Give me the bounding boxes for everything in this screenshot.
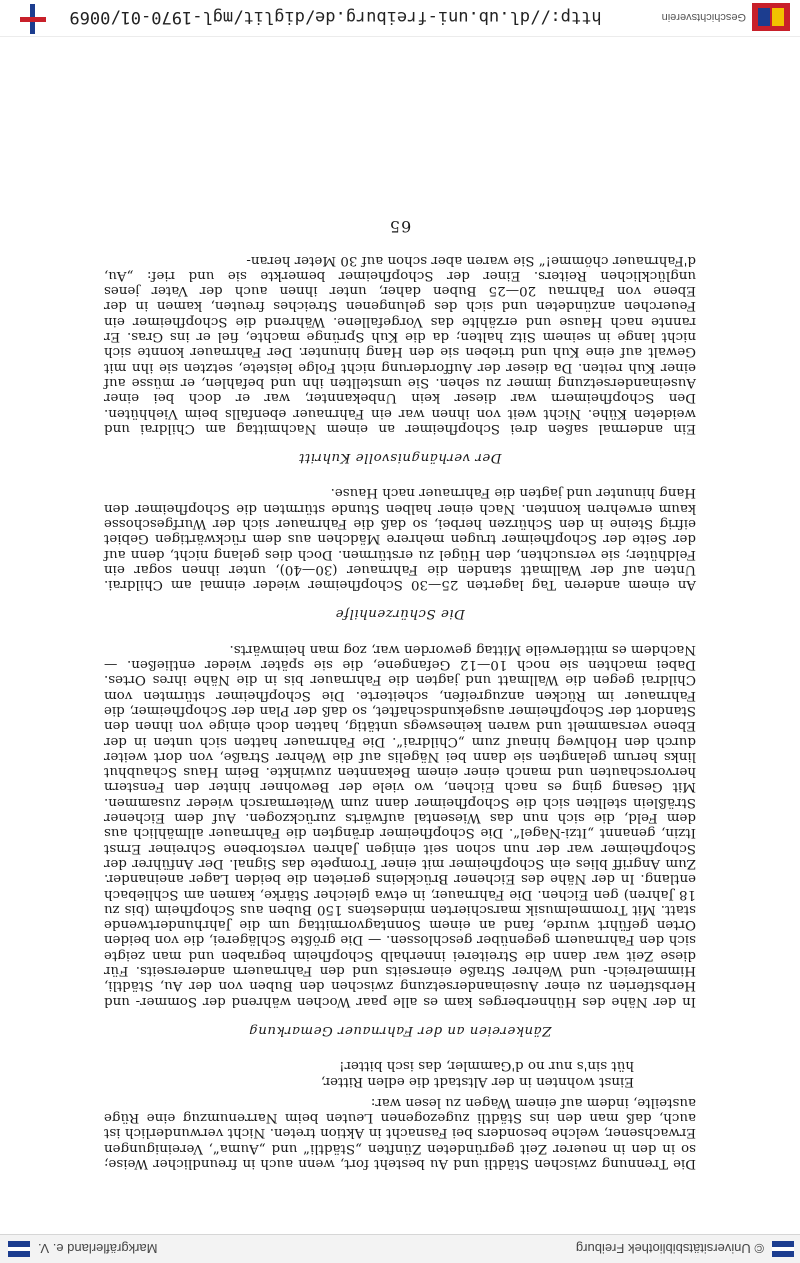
section-heading: Die Schürzenhilfe	[335, 606, 465, 622]
viewer-footer-bar	[0, 1234, 800, 1263]
section-paragraph: An einem anderen Tag lagerten 25—30 Schopfheimer wieder einmal am Childrai. Unten auf der Wallmatt standen die Fahrnauer (30—40), unter ihnen sogar ein Feldhüter; sie versuchten, den Hügel zu erstürmen. Doch dies gelang nicht, denn auf der Seite der Schopfheimer trugen mehrere Mädchen aus dem rückwärtigen Gebiet eifrig Steine in den Schürzen herbei, so daß die Fahrnauer sich der Wurfgeschosse kaum erwehren konnten. Nach einer halben Stunde stürmten die Schopfheimer den Hang hinunter und jagten die Fahrnauer nach Hause.	[104, 485, 696, 593]
footer-left	[576, 1241, 800, 1257]
footer-right	[0, 1241, 157, 1257]
society-logo-icon	[8, 1241, 30, 1257]
section-heading: Der verhängnisvolle Kuhritt	[298, 450, 502, 466]
section-paragraph: Ein andermal saßen drei Schopfheimer an einem Nachmittag am Childrai und weideten Kühe. Nicht weit von ihnen war ein Fahrnauer ebenfalls beim Viehhüten. Den Schopfheimern war dieser kein Unbekannter, war er doch bei einer Auseinandersetzung immer zu sehen. Sie umstellten ihn und befahlen, er müsse auf einer Kuh reiten. Da dieser der Aufforderung nicht Folge leistete, setzten sie ihn mit Gewalt auf eine Kuh und trieben sie den Hang hinunter. Der Fahrnauer konnte sich nicht lange in seinem Sitz halten; da die Kuh Sprünge machte, fiel er ins Gras. Er rannte nach Hause und erzählte das Vorgefallene. Während die Schopfheimer ein Feuerchen anzündeten und sich des gelungenen Streiches freuten, kamen in der Ebene von Fahrnau 20—25 Buben daher, unter ihnen auch der Vater jenes unglücklichen Reiters. Einer der Schopfheimer bemerkte sie und rief: „Au, d'Fahrnauer chömme!“ Sie waren aber schon auf 30 Meter heran-	[104, 252, 696, 436]
section-heading: Zänkereien an der Fahrnauer Gemarkung	[248, 1022, 552, 1038]
page-number: 65	[388, 217, 412, 237]
ub-freiburg-logo-icon	[772, 1241, 794, 1257]
intro-paragraph: Die Trennung zwischen Städtli und Au besteht fort, wenn auch in freundlicher Weise; so in den in neuerer Zeit gegründeten Zünften „Städtli“ und „Auma“, Vereinigungen Erwachsener, welche besonders bei Fasnacht in Aktion treten. Nicht verwunderlich ist auch, daß man den ins Städtli zugezogenen Leuten beim Narrenumzug eine Rüge austeilte, indem auf einem Wagen zu lesen war:	[104, 1094, 696, 1171]
document-url-link[interactable]: http://dl.ub.uni-freiburg.de/diglit/mgl-1970-01/0069	[69, 7, 602, 28]
poem-line: hüt sin's nur no d'Gammler, das isch bitter!	[339, 1058, 634, 1074]
geschichtsverein-logo-icon	[752, 4, 790, 32]
viewer-header-bar	[0, 0, 800, 37]
copyright-text: © Universitätsbibliothek Freiburg	[575, 1241, 764, 1257]
logo-text: Geschichtsverein	[661, 11, 746, 24]
section-paragraph: In der Nähe des Hühnerberges kam es alle paar Wochen während der Sommer- und Herbstferien zu einer Auseinandersetzung zwischen den Buben von der Au, Städtli, Himmelreich- und Wehrer Straße einerseits und den Fahrnauern andererseits. Für diese Zeit war dann die Streiterei innerhalb Schopfheim begraben und man zeigte sich den Fahrnauern gegenüber geschlossen. — Die größte Schlägerei, die von beiden Orten geführt wurde, fand an einem Sonntagvormittag um die Jahrhundertwende statt. Mit Trommelmusik marschierten mindestens 150 Buben aus Schopfheim (bis zu 18 Jahren) gen Eichen. Die Fahrnauer, in etwa gleicher Stärke, kamen am Schliebach entlang. In der Nähe des Eichener Brückleins gerieten die beiden Lager aneinander. Zum Angriff blies ein Schopfheimer mit einer Trompete das Signal. Der Anführer der Schopfheimer war der nun schon seit einigen Jahren verstorbene Schreiner Ernst Itzin, genannt „Itzi-Nagel“. Die Schopfheimer drängten die Fahrnauer allmählich aus dem Feld, die sich nun das Wiesental aufwärts zurückzogen. Auf dem Eichener Sträßlein stellten sich die Schopfheimer dann zum Weitermarsch wieder zusammen. Mit Gesang ging es nach Eichen, wo viele der Bewohner hinter den Fenstern hervorschauten und manch einer einem Bekannten zuwinkte. Beim Haus Schaubhut links herum gelangten sie dann bei Nägelis auf die Wehrer Straße, von dort weiter durch den Hohlweg hinauf zum „Childrai“. Die Fahrnauer hatten sich unten in der Ebene versammelt und waren keineswegs untätig, hatten doch einige von ihnen den Standort der Schopfheimer ausgekundschaftet, so daß der Plan der Schopfheimer, die Fahrnauer im Rücken anzugreifen, scheiterte. Die Schopfheimer stürmten vom Childrai gegen die Wallmatt und jagten die Fahrnauer bis in die Nähe ihres Ortes. Dabei machten sie noch 10—12 Gefangene, die sie später wieder entließen. — Nachdem es mittlerweile Mittag geworden war, zog man heimwärts.	[104, 641, 696, 1009]
society-text: Markgräflerland e. V.	[38, 1241, 158, 1257]
document-page	[104, 205, 696, 1171]
poem	[104, 1058, 634, 1089]
cross-logo-icon	[20, 4, 46, 34]
poem-line: Einst wohnten in der Altstadt die edlen Ritter,	[320, 1073, 634, 1089]
